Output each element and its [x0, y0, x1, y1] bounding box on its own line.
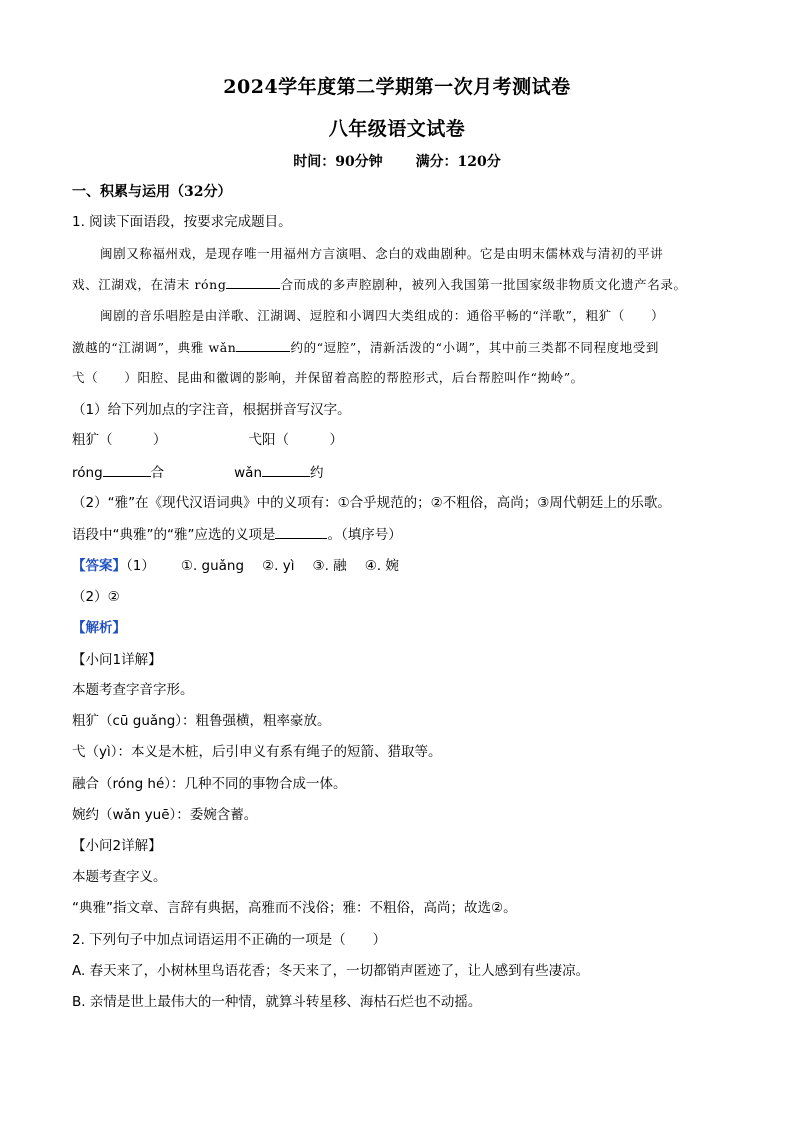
- passage-line: 弋（ ）阳腔、昆曲和徽调的影响，并保留着高腔的帮腔形式，后台帮腔叫作“拗岭”。: [72, 370, 584, 385]
- passage-line: [72, 337, 732, 358]
- sub1-item-d: wǎn: [234, 465, 263, 481]
- sub1-item-d-char: 约: [310, 465, 324, 481]
- analysis-item: 弋（yì）：本义是木桩，后引申义有系有绳子的短箭、猎取等。: [72, 744, 442, 760]
- sub1-row-2: [72, 462, 732, 483]
- passage-text: 合而成的多声腔剧种，被列入我国第一批国家级非物质文化遗产名录。: [280, 277, 687, 292]
- passage-text: 戏、江湖戏，在清末 róng: [72, 277, 227, 292]
- exam-meta: [0, 151, 794, 171]
- sub1-item-b: 弋阳（ ）: [248, 432, 343, 448]
- fill-blank[interactable]: [262, 462, 310, 477]
- answer-part1: （1）: [126, 558, 155, 574]
- sub1-item-c: róng: [72, 465, 103, 481]
- passage-line: 闽剧的音乐唱腔是由洋歌、江湖调、逗腔和小调四大类组成的：通俗平畅的“洋歌”，粗犷（ ）: [100, 308, 665, 323]
- sub-question-1: （1）给下列加点的字注音，根据拼音写汉字。: [72, 402, 351, 418]
- q2-option-a: A. 春天来了，小树林里鸟语花香；冬天来了，一切都销声匿迹了，让人感到有些凄凉。: [72, 963, 590, 979]
- analysis-sub1-heading: 【小问1详解】: [72, 652, 162, 668]
- analysis-sub2-text: “典雅”指文章、言辞有典据，高雅而不浅俗；雅：不粗俗，高尚；故选②。: [72, 900, 517, 916]
- answer-label: 【答案】: [72, 558, 126, 574]
- analysis-item: 粗犷（cū guǎng）：粗鲁强横，粗率豪放。: [72, 713, 331, 729]
- sub1-row-1: [72, 430, 732, 450]
- analysis-item: 融合（róng hé）：几种不同的事物合成一体。: [72, 776, 347, 792]
- sub-question-2: （2）“雅”在《现代汉语词典》中的义项有：①合乎规范的；②不粗俗，高尚；③周代朝廷上的乐歌。: [72, 495, 671, 511]
- answer-option: ④. 婉: [364, 558, 399, 574]
- answer-option: ③. 融: [312, 558, 347, 574]
- passage-text: 激越的“江湖调”，典雅 wǎn: [72, 340, 237, 355]
- sub1-item-c-char: 合: [150, 465, 165, 481]
- q2-option-b: B. 亲情是世上最伟大的一种情，就算斗转星移、海枯石烂也不动摇。: [72, 994, 482, 1010]
- full-score: 满分：120分: [415, 154, 501, 170]
- passage-line: [72, 274, 732, 295]
- answer-option: ①. guǎng: [180, 558, 245, 574]
- sub1-item-a: 粗犷（ ）: [72, 432, 167, 448]
- analysis-label: 【解析】: [72, 620, 126, 636]
- answer-part2: （2）②: [72, 589, 120, 605]
- analysis-sub1-intro: 本题考查字音字形。: [72, 682, 194, 698]
- time-limit: 时间：90分钟: [293, 154, 383, 170]
- q2-stem: 2. 下列句子中加点词语运用不正确的一项是（ ）: [72, 932, 387, 948]
- sub2-text: 。（填序号）: [327, 527, 402, 543]
- fill-blank[interactable]: [103, 462, 151, 477]
- exam-subtitle: 八年级语文试卷: [328, 118, 466, 140]
- analysis-item: 婉约（wǎn yuē）：委婉含蓄。: [72, 807, 258, 823]
- fill-blank[interactable]: [275, 524, 327, 539]
- sub-question-2-ask: [72, 524, 732, 545]
- fill-blank[interactable]: [226, 274, 280, 289]
- passage-text: 约的“逗腔”，清新活泼的“小调”，其中前三类都不同程度地受到: [290, 340, 660, 355]
- answer-line: [72, 556, 732, 576]
- answer-option: ②. yì: [262, 558, 295, 574]
- q1-stem: 1. 阅读下面语段，按要求完成题目。: [72, 214, 292, 230]
- exam-title: 2024学年度第二学期第一次月考测试卷: [223, 76, 571, 98]
- section-heading: 一、积累与运用（32分）: [72, 184, 232, 200]
- passage-line: 闽剧又称福州戏，是现存唯一用福州方言演唱、念白的戏曲剧种。它是由明末儒林戏与清初的平讲: [100, 246, 664, 261]
- sub2-text: 语段中“典雅”的“雅”应选的义项是: [72, 527, 276, 543]
- fill-blank[interactable]: [236, 337, 290, 352]
- analysis-sub2-heading: 【小问2详解】: [72, 838, 162, 854]
- analysis-sub2-intro: 本题考查字义。: [72, 869, 167, 885]
